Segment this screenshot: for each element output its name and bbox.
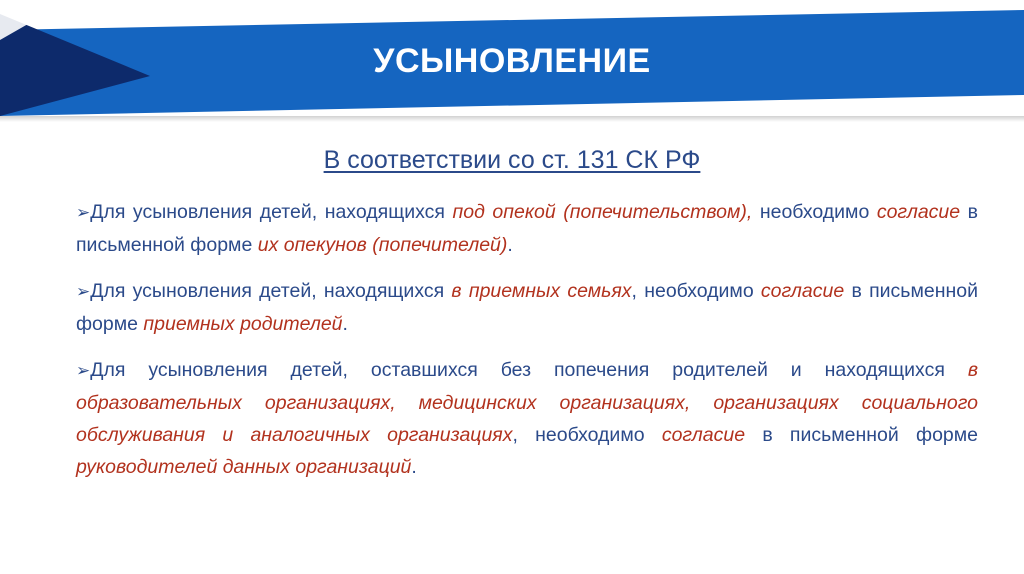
body-text: в письменной форме <box>76 201 978 256</box>
arrow-bullet-icon: ➢ <box>76 361 91 381</box>
body-text: . <box>411 456 417 478</box>
body-text: , необходимо <box>512 424 662 446</box>
emphasized-text: их опекунов (попечителей) <box>257 234 508 256</box>
emphasized-text: приемных родителей <box>143 313 343 335</box>
body-text: Для усыновления детей, оставшихся без попечения родителей и находящихся <box>90 359 968 381</box>
body-text: Для усыновления детей, находящихся <box>90 201 453 223</box>
body-text: , необходимо <box>631 280 761 302</box>
body-text: . <box>507 234 513 256</box>
slide-subtitle: В соответствии со ст. 131 СК РФ <box>323 146 701 174</box>
emphasized-text: руководителей данных организаций <box>76 456 412 478</box>
emphasized-text: в образовательных организациях, медицинских организациях, организациях социального обслуживания и аналогичных организациях <box>76 359 978 446</box>
bullet-paragraph <box>76 275 978 340</box>
slide-title: УСЫНОВЛЕНИЕ <box>373 42 651 80</box>
body-text: в письменной форме <box>76 280 978 335</box>
emphasized-text: согласие <box>876 201 961 223</box>
emphasized-text: согласие <box>661 424 746 446</box>
bullet-paragraph <box>76 196 978 261</box>
body-text: Для усыновления детей, находящихся <box>90 280 452 302</box>
emphasized-text: в приемных семьях <box>451 280 632 302</box>
content-body <box>76 196 978 497</box>
emphasized-text: под опекой (попечительством), <box>452 201 753 223</box>
body-text: необходимо <box>752 201 877 223</box>
body-text: . <box>342 313 348 335</box>
bullet-paragraph <box>76 354 978 483</box>
emphasized-text: согласие <box>760 280 845 302</box>
body-text: в письменной форме <box>745 424 979 446</box>
arrow-bullet-icon: ➢ <box>76 282 91 302</box>
arrow-bullet-icon: ➢ <box>76 203 91 223</box>
